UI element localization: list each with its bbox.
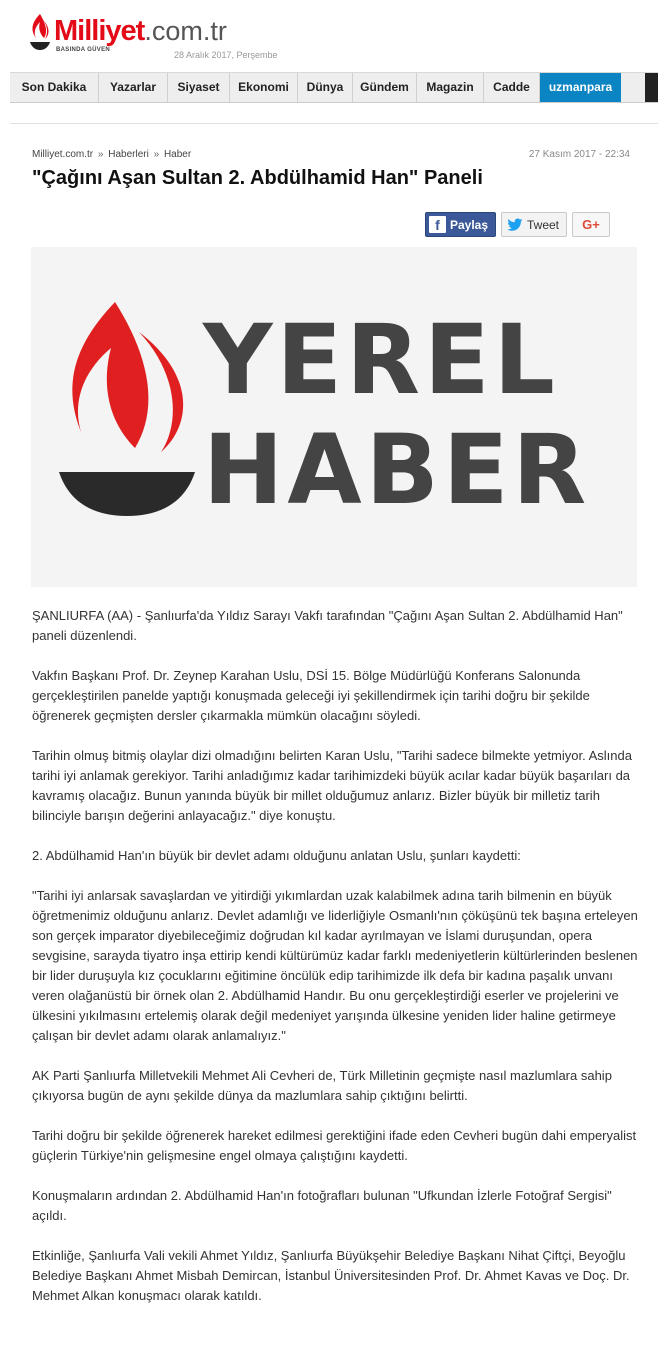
logo-wordmark — [54, 16, 227, 46]
nav-item-son-dakika[interactable]: Son Dakika — [10, 73, 99, 102]
nav-item-cadde[interactable]: Cadde — [484, 73, 540, 102]
publish-date: 27 Kasım 2017 - 22:34 — [528, 149, 630, 160]
nav-item-uzmanpara[interactable]: uzmanpara — [540, 73, 621, 102]
logo-name: Milliyet — [54, 15, 145, 47]
main-nav — [10, 72, 658, 103]
header-date: 28 Aralık 2017, Perşembe — [174, 50, 278, 60]
breadcrumb-home[interactable]: Milliyet.com.tr — [32, 149, 94, 160]
nav-item-ekonomi[interactable]: Ekonomi — [230, 73, 298, 102]
facebook-share-label: Paylaş — [450, 217, 489, 232]
site-header — [0, 0, 658, 72]
hero-line-yerel: YEREL — [203, 304, 559, 416]
flame-logo-icon — [28, 12, 52, 52]
hero-text — [203, 305, 590, 525]
breadcrumb-separator: » — [97, 149, 104, 160]
article-paragraph: Etkinliğe, Şanlıurfa Vali vekili Ahmet Yıldız, Şanlıurfa Büyükşehir Belediye Başkanı Nihat Çiftçi, Beyoğlu Belediye Başkanı Ahmet Misbah Demircan, İstanbul Üniversitesinden Prof. Dr. Ahmet Kavas ve Doç. Dr. Mehmet Alkan konuşmacı olarak katıldı. — [32, 1248, 630, 1303]
article-paragraph: Vakfın Başkanı Prof. Dr. Zeynep Karahan Uslu, DSİ 15. Bölge Müdürlüğü Konferans Salonunda gerçekleştirilen panelde yaptığı konuşmada geleceği iyi şekillendirmek için tarihi doğru bir şekilde öğrenerek geçmişten dersler çıkarmakla mümkün olacağını söyledi. — [32, 668, 590, 723]
nav-item-magazin[interactable]: Magazin — [417, 73, 484, 102]
breadcrumb-haber[interactable]: Haber — [163, 149, 192, 160]
logo-slogan: BASINDA GÜVEN — [56, 47, 111, 53]
flame-logo-icon — [57, 302, 197, 522]
article-paragraph: AK Parti Şanlıurfa Milletvekili Mehmet Ali Cevheri de, Türk Milletinin geçmişte nasıl mazlumlara sahip çıkıyorsa bugün de aynı şekilde dünya da mazlumlara sahip çıktığını belirtti. — [32, 1068, 612, 1103]
article-paragraph: Konuşmaların ardından 2. Abdülhamid Han'ın fotoğrafları bulunan "Ufkundan İzlerle Fotoğraf Sergisi" açıldı. — [32, 1188, 612, 1223]
breadcrumb-separator: » — [153, 149, 160, 160]
article-paragraph: "Tarihi iyi anlarsak savaşlardan ve yitirdiği yıkımlardan uzak kalabilmek adına tarih bilmenin en büyük öğretmenimiz olduğunu anlarız. Devlet adamlığı ve liderliğiyle Osmanlı'nın çöküşünü tek başına erteleyen son gerçek imparator diyebileceğimiz doğrudan kıl kadar ayrılmayan ve İslami duruşundan, opera sevgisine, sarayda tiyatro inşa ettirip kendi kültürümüz kadar farklı medeniyetlerin kültürlerinden beslenen bir lider duruşuyla kız çocuklarını eğitimine öncülük edip tarihimizde ilk defa bir kadına paşalık unvanı veren olağanüstü bir örnek olan 2. Abdülhamid Handır. Bu onu gerçekleştirdiği eserler ve projelerini ve ülkesini yıkılmasını ertelemiş olarak değil medeniyet yarışında ülkesine yeniden lider haline getirmeye çalışan bir devlet adamı olarak anlamalıyız." — [32, 888, 638, 1043]
site-logo[interactable] — [28, 10, 288, 60]
article-paragraph: Tarihi doğru bir şekilde öğrenerek hareket edilmesi gerektiğini ifade eden Cevheri bugün dahi emperyalist güçlerin Türkiye'nin gelişmesine engel olmaya çalıştığını kaydetti. — [32, 1128, 637, 1163]
nav-item-dunya[interactable]: Dünya — [298, 73, 353, 102]
hero-line-haber: HABER — [203, 414, 591, 526]
google-plus-share-button[interactable] — [572, 212, 610, 237]
facebook-share-button[interactable] — [425, 212, 496, 237]
nav-item-siyaset[interactable]: Siyaset — [168, 73, 230, 102]
article-body — [32, 606, 642, 1326]
article-paragraph: 2. Abdülhamid Han'ın büyük bir devlet adamı olduğunu anlatan Uslu, şunları kaydetti: — [32, 848, 521, 863]
nav-more[interactable] — [645, 73, 658, 102]
article-paragraph: Tarihin olmuş bitmiş olaylar dizi olmadığını belirten Karan Uslu, "Tarihi sadece bilmekte yetmiyor. Aslında tarihi iyi anlamak gerekiyor. Tarihi anladığımız kadar tarihimizdeki büyük acılar kadar büyük başarıları da kavramış olacağız. Bunun yanında büyük bir millet olduğumuz anlarız. Bizler büyük bir milletiz tarih bilinciyle barışın değerini anlayacağız." diye konuştu. — [32, 748, 632, 823]
breadcrumb — [32, 149, 191, 160]
article-paragraph: ŞANLIURFA (AA) - Şanlıurfa'da Yıldız Sarayı Vakfı tarafından "Çağını Aşan Sultan 2. Abdülhamid Han" paneli düzenlendi. — [32, 608, 623, 643]
google-plus-icon: G+ — [582, 217, 600, 232]
header-divider — [10, 123, 658, 124]
twitter-bird-icon — [507, 218, 523, 232]
article-hero-image — [31, 247, 637, 587]
article-title: "Çağını Aşan Sultan 2. Abdülhamid Han" Paneli — [32, 167, 483, 189]
facebook-icon: f — [429, 216, 446, 233]
nav-item-yazarlar[interactable]: Yazarlar — [99, 73, 168, 102]
twitter-share-button[interactable] — [501, 212, 567, 237]
nav-item-gundem[interactable]: Gündem — [353, 73, 417, 102]
logo-domain: .com.tr — [144, 16, 227, 46]
twitter-share-label: Tweet — [527, 217, 560, 232]
breadcrumb-haberleri[interactable]: Haberleri — [108, 149, 149, 160]
